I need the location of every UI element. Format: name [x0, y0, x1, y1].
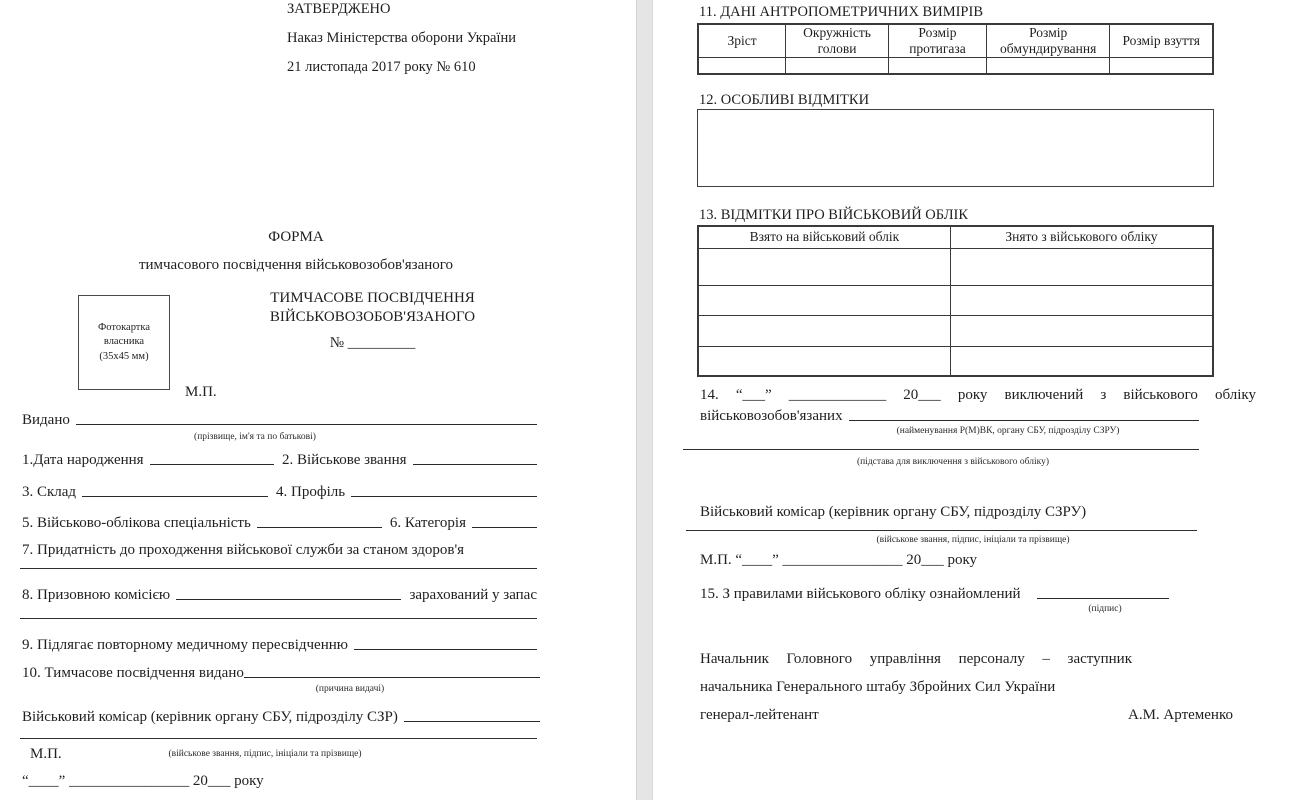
field-6-label: 6. Категорія	[389, 515, 466, 531]
section-14-line-1: 14. “___” _____________ 20___ року виключений з військового обліку	[700, 387, 1256, 403]
registry-empty-row	[698, 248, 1213, 285]
table-cell	[889, 57, 987, 74]
rule-line	[20, 568, 537, 569]
field-specialty-category	[22, 514, 537, 533]
table-cell	[698, 248, 950, 285]
commissar-label: Військовий комісар (керівник органу СБУ, підрозділу СЗР)	[22, 709, 398, 725]
registry-empty-row	[698, 346, 1213, 376]
stamp-date-line: М.П. “____” ________________ 20___ року	[700, 552, 978, 568]
anthro-empty-row	[698, 57, 1213, 74]
rule-line	[683, 449, 1199, 450]
form-subheading: тимчасового посвідчення військовозобов'язаного	[138, 257, 454, 273]
section-15-label: 15. З правилами військового обліку ознайомлений	[700, 586, 1021, 602]
blank-line	[82, 496, 268, 497]
blank-line	[351, 496, 537, 497]
approval-block	[287, 0, 557, 82]
table-cell	[698, 57, 786, 74]
page-left	[0, 0, 636, 800]
field-issued-to	[22, 411, 537, 430]
section-14-line-2	[700, 407, 1199, 426]
anthro-header-head-circumference: Окружність голови	[786, 24, 889, 57]
official-title-line-1: Начальник Головного управління персоналу – заступник	[700, 651, 1132, 667]
blank-line	[472, 527, 537, 528]
official-signature-row	[700, 706, 1233, 725]
page-divider	[636, 0, 653, 800]
table-cell	[698, 285, 950, 315]
special-notes-box	[697, 109, 1214, 187]
date-line: “____” ________________ 20___ року	[22, 773, 264, 789]
table-cell	[950, 346, 1213, 376]
field-5-label: 5. Військово-облікова спеціальність	[22, 515, 251, 531]
form-heading: ФОРМА	[268, 229, 324, 245]
section-14-line-2-label: військовозобов'язаних	[700, 408, 843, 424]
table-cell	[698, 346, 950, 376]
stamp-mark-1: М.П.	[185, 384, 217, 400]
issued-label: Видано	[22, 412, 70, 428]
commissar-line-2: Військовий комісар (керівник органу СБУ, підрозділу СЗРУ)	[700, 504, 1087, 520]
section-13-heading: 13. ВІДМІТКИ ПРО ВІЙСЬКОВИЙ ОБЛІК	[699, 207, 969, 223]
table-cell	[950, 315, 1213, 346]
official-rank: генерал-лейтенант	[700, 707, 819, 723]
blank-line	[76, 424, 537, 425]
section-11-heading: 11. ДАНІ АНТРОПОМЕТРИЧНИХ ВИМІРІВ	[699, 4, 983, 20]
field-8-suffix: зарахований у запас	[409, 587, 537, 603]
registry-header-removed: Знято з військового обліку	[950, 226, 1213, 248]
blank-line	[413, 464, 537, 465]
page-right	[653, 0, 1292, 800]
issue-reason-caption: (причина видачі)	[315, 684, 385, 694]
anthro-header-uniform-size: Розмір обмундирування	[986, 24, 1110, 57]
table-cell	[698, 315, 950, 346]
anthro-header-shoe-size: Розмір взуття	[1110, 24, 1213, 57]
stamp-mark-2: М.П.	[30, 746, 62, 762]
order-date: 21 листопада 2017 року № 610	[287, 59, 476, 75]
blank-line	[404, 721, 540, 722]
field-draft-commission	[22, 586, 537, 605]
blank-line	[244, 677, 540, 678]
field-3-label: 3. Склад	[22, 484, 77, 500]
commissar-line	[22, 708, 540, 727]
photo-box-label-2: власника	[103, 336, 145, 348]
field-certificate-issued	[22, 664, 540, 683]
official-title-line-2: начальника Генерального штабу Збройних Сил України	[700, 679, 1056, 695]
field-7-label: 7. Придатність до проходження військової служби за станом здоров'я	[22, 542, 465, 558]
blank-line	[1037, 598, 1169, 599]
section-15-line	[700, 585, 1169, 604]
registry-header-registered: Взято на військовий облік	[698, 226, 950, 248]
anthropometry-table	[697, 23, 1214, 75]
registry-empty-row	[698, 285, 1213, 315]
table-cell	[950, 248, 1213, 285]
photo-box-label-3: (35х45 мм)	[99, 350, 149, 362]
registry-empty-row	[698, 315, 1213, 346]
field-9-label: 9. Підлягає повторному медичному пересвідченню	[22, 637, 348, 653]
official-name: А.М. Артеменко	[1128, 707, 1233, 723]
military-registry-table	[697, 225, 1214, 377]
field-composition-profile	[22, 483, 537, 502]
signature-caption-2: (військове звання, підпис, ініціали та прізвище)	[876, 535, 1070, 545]
rule-line	[686, 530, 1197, 531]
rule-line	[20, 618, 537, 619]
issued-caption: (прізвище, ім'я та по батькові)	[194, 432, 316, 442]
field-8-label: 8. Призовною комісією	[22, 587, 171, 603]
anthro-header-height: Зріст	[698, 24, 786, 57]
anthro-header-gas-mask-size: Розмір протигаза	[889, 24, 987, 57]
field-medical-reexam	[22, 636, 537, 655]
blank-line	[150, 464, 274, 465]
field-2-label: 2. Військове звання	[282, 452, 407, 468]
field-birthdate-rank	[22, 451, 537, 470]
section-12-heading: 12. ОСОБЛИВІ ВІДМІТКИ	[699, 92, 870, 108]
field-10-label: 10. Тимчасове посвідчення видано	[22, 665, 244, 681]
order-reference: Наказ Міністерства оборони України	[287, 30, 516, 46]
blank-line	[354, 649, 537, 650]
table-cell	[950, 285, 1213, 315]
document-title-line-1: ТИМЧАСОВЕ ПОСВІДЧЕННЯ	[270, 290, 475, 306]
document-title	[200, 289, 545, 327]
exclusion-org-caption: (найменування Р(М)ВК, органу СБУ, підрозділу СЗРУ)	[896, 426, 1120, 436]
approved-label: ЗАТВЕРДЖЕНО	[287, 1, 391, 17]
field-1-label: 1.Дата народження	[22, 452, 144, 468]
document-number: № _________	[329, 335, 416, 351]
blank-line	[849, 420, 1199, 421]
table-cell	[1110, 57, 1213, 74]
signature-caption-3: (підпис)	[1088, 604, 1122, 614]
signature-caption: (військове звання, підпис, ініціали та прізвище)	[168, 749, 362, 759]
document-title-line-2: ВІЙСЬКОВОЗОБОВ'ЯЗАНОГО	[269, 308, 476, 325]
table-cell	[786, 57, 889, 74]
exclusion-reason-caption: (підстава для виключення з військового обліку)	[856, 457, 1050, 467]
rule-line	[20, 738, 537, 739]
photo-placeholder-box	[78, 295, 170, 390]
field-4-label: 4. Профіль	[276, 484, 346, 500]
blank-line	[257, 527, 382, 528]
table-cell	[986, 57, 1110, 74]
photo-box-label-1: Фотокартка	[97, 322, 150, 334]
blank-line	[176, 599, 401, 600]
